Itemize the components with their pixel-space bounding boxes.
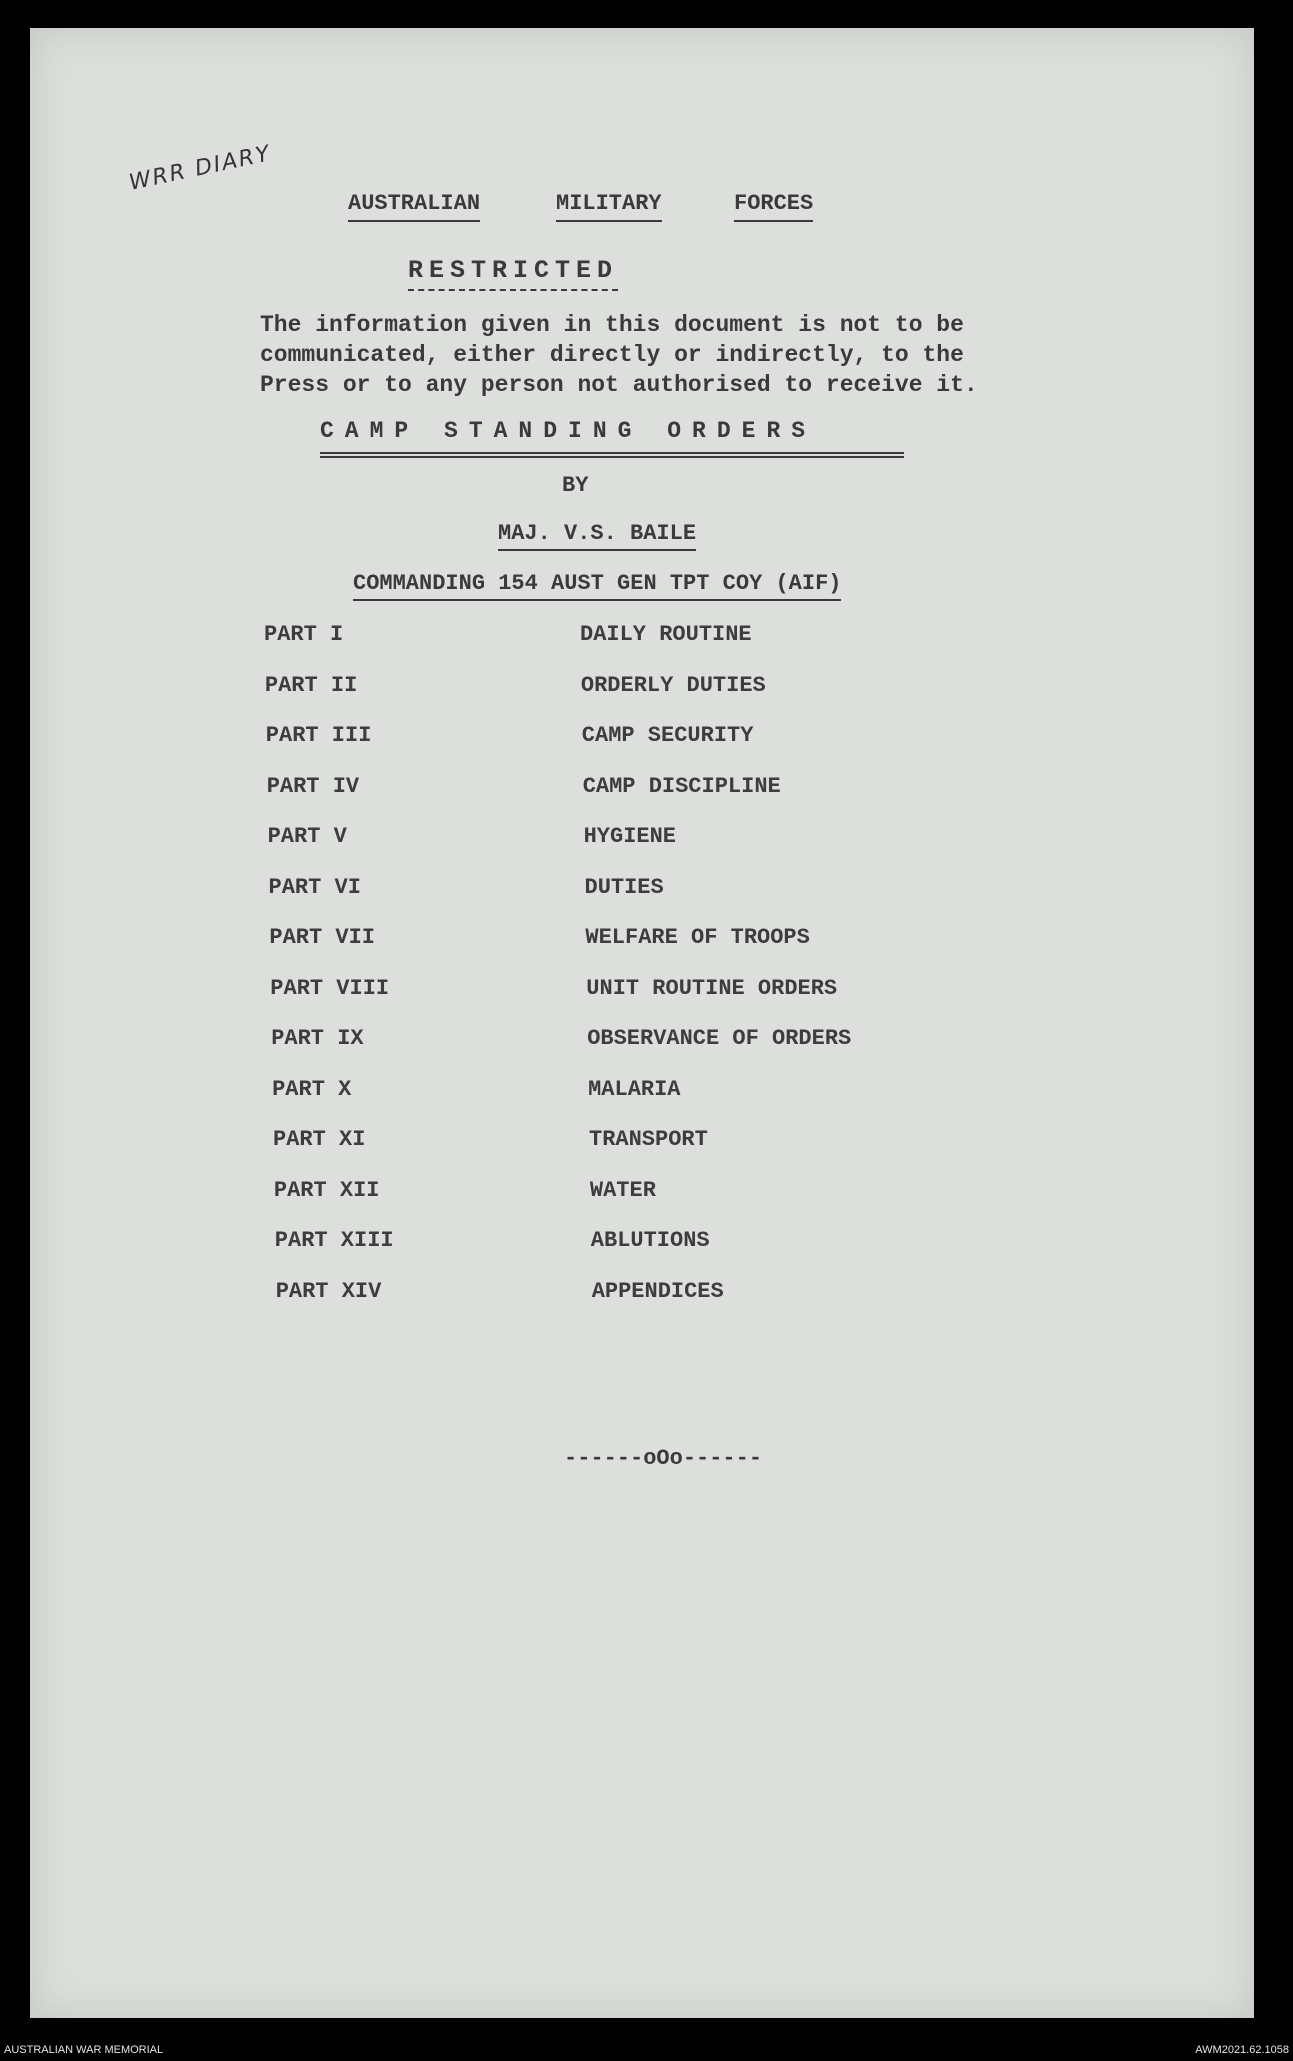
toc-part-number: PART IV	[266, 773, 360, 799]
toc-part-number: PART VIII	[270, 975, 390, 1001]
toc-part-number: PART III	[265, 723, 372, 748]
toc-part-number: PART II	[264, 672, 358, 698]
toc-part-title: UNIT ROUTINE ORDERS	[586, 975, 838, 1001]
toc-row	[264, 774, 964, 825]
officer-name: MAJ. V.S. BAILE	[498, 521, 696, 551]
toc-part-number: PART X	[272, 1076, 352, 1102]
toc-part-title: WATER	[589, 1177, 656, 1203]
toc-part-title: ORDERLY DUTIES	[580, 672, 766, 698]
document-page	[30, 28, 1254, 2018]
toc-part-number: PART XI	[273, 1127, 366, 1152]
header-word-forces: FORCES	[734, 191, 813, 222]
toc-row	[264, 1077, 964, 1128]
toc-part-number: PART VI	[268, 874, 361, 900]
toc-part-number: PART I	[264, 622, 344, 647]
restricted-heading: RESTRICTED	[408, 256, 618, 291]
toc-part-number: PART XII	[273, 1177, 380, 1203]
toc-part-number: PART IX	[271, 1026, 364, 1051]
toc-row	[264, 1026, 964, 1077]
toc-part-title: TRANSPORT	[589, 1127, 708, 1152]
toc-row	[264, 673, 964, 724]
toc-part-title: CAMP SECURITY	[581, 723, 754, 748]
document-title: CAMP STANDING ORDERS	[320, 418, 904, 458]
toc-part-title: ABLUTIONS	[590, 1228, 710, 1253]
header-word-australian: AUSTRALIAN	[348, 191, 480, 222]
toc-row	[264, 925, 964, 976]
toc-part-number: PART VII	[269, 925, 376, 950]
toc-part-title: MALARIA	[588, 1076, 681, 1102]
toc-part-number: PART XIV	[275, 1278, 382, 1304]
security-notice: The information given in this document is not to be communicated, either directly or indirectly, to the Press or to any person not authorised to receive it.	[260, 312, 978, 398]
commanding-line: COMMANDING 154 AUST GEN TPT COY (AIF)	[353, 571, 841, 601]
toc-row	[264, 1178, 964, 1229]
toc-part-title: OBSERVANCE OF ORDERS	[587, 1026, 852, 1051]
header-row	[348, 191, 828, 231]
toc-row	[264, 622, 964, 673]
handwritten-annotation: WRR DIARY	[126, 141, 274, 196]
toc-row	[264, 976, 964, 1027]
toc-part-number: PART V	[267, 824, 347, 849]
toc-row	[264, 1127, 964, 1178]
toc-part-title: HYGIENE	[583, 824, 677, 849]
toc-part-title: DUTIES	[584, 874, 664, 900]
table-of-contents	[264, 622, 964, 1329]
toc-part-title: CAMP DISCIPLINE	[582, 773, 781, 799]
toc-part-title: DAILY ROUTINE	[580, 622, 752, 647]
toc-part-title: APPENDICES	[591, 1278, 724, 1304]
header-word-military: MILITARY	[556, 191, 662, 222]
footer-institution: AUSTRALIAN WAR MEMORIAL	[4, 2044, 164, 2056]
toc-row	[264, 1279, 964, 1330]
toc-row	[264, 875, 964, 926]
toc-row	[264, 1228, 964, 1279]
footer-reference: AWM2021.62.1058	[1195, 2044, 1289, 2056]
toc-part-number: PART XIII	[274, 1228, 394, 1253]
end-mark: ------oOo------	[564, 1446, 763, 1471]
toc-row	[264, 723, 964, 774]
by-label: BY	[562, 473, 589, 498]
toc-row	[264, 824, 964, 875]
toc-part-title: WELFARE OF TROOPS	[585, 925, 810, 950]
